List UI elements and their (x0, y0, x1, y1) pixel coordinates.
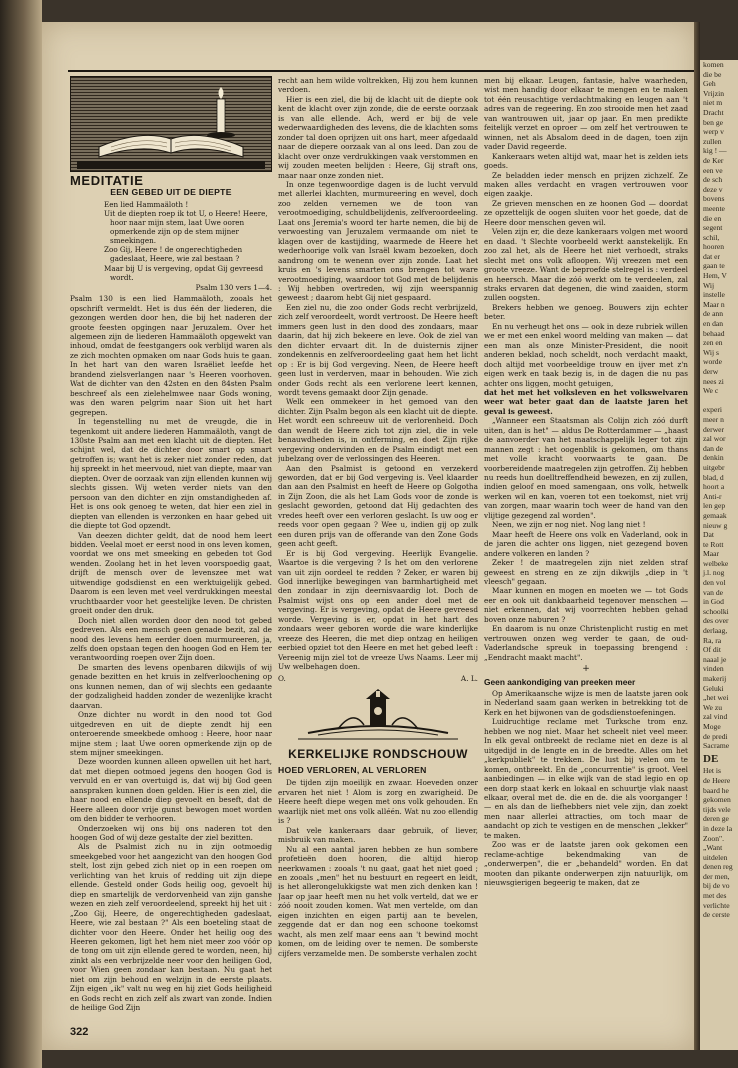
next-page-fragment: deren ge (703, 814, 729, 824)
next-page-fragment: met des (703, 891, 727, 901)
next-page-fragment: Wij s (703, 347, 719, 357)
church-emblem-illustration (278, 689, 478, 747)
paragraph: Ze grieven menschen en ze hoonen God — doordat ze opzettelijk de oogen sluiten voor het goede, dat de Heere door menschen geven wil. (484, 198, 688, 227)
next-page-fragment: zal wor (703, 434, 726, 444)
paragraph: recht aan hem wilde voltrekken, Hij zou hem kunnen verdoen. (278, 76, 478, 95)
paragraph: Aan den Psalmist is getoond en verzekerd geworden, dat er bij God vergeving is. Veel klaarder dan aan den Psalmist en heeft de Heere op Golgotha in Zijn Zoon, die als het Lam Gods voor de zonde is geslacht geworden, getoond dat Hij gedachten des vredes heeft over een verloren geslacht. Is uw oog er reeds voor open gegaan ? Wee u, indien gij op zulk een duren prijs van de offerande van den Zone Gods geen acht geeft. (278, 463, 478, 549)
next-page-fragment: komen (703, 60, 724, 69)
paragraph: Zoo was er de laatste jaren ook gekomen een reclame-achtige bekendmaking van de „onderwerpen", die er „behandeld" worden. En dat mooten dan pikante onderwerpen zijn natuurlijk, om nieuwsgierigen begeerig te maken, dat ze (484, 840, 688, 888)
section-divider: + (582, 664, 590, 675)
next-page-fragment: Sacrame (703, 741, 730, 751)
next-page-fragment: deze v (703, 184, 723, 194)
next-page-fragment: derw (703, 367, 719, 376)
next-page-fragment: dat er (703, 251, 721, 261)
next-page-fragment: Anti-r (703, 491, 722, 501)
next-page-fragment: de Heere (703, 775, 731, 785)
rondschouw-header (278, 689, 478, 763)
paragraph: Zeker ! de maatregelen zijn niet zelden straf geweest en streng en ze zijn dikwijls „diep in 't vleesch" gegaan. (484, 558, 688, 587)
paragraph: men bij elkaar. Leugen, fantasie, halve waarheden, wist men handig door elkaar te mengen en te maken tot één reusachtige verdachtmaking en leugen aan 't adres van de regeering. En zoo strooide men het zaad van wantrouwen uit, jaar op jaar. En men predikte feitelijk verzet en oproer — om zelf het vertrouwen te winnen, net als Absalom deed in de dagen, toen zijn vader David regeerde. (484, 76, 688, 152)
rondschouw-subtitle: HOED VERLOREN, AL VERLOREN (278, 765, 427, 775)
next-page-fragment: de Ker (703, 155, 724, 165)
page-number: 322 (70, 1026, 89, 1038)
next-page-fragment: bovens (703, 194, 725, 204)
paragraph: Nu al een aantal jaren hebben ze hun sombere profetieën doen hooren, die altijd hierop neerkwamen : zooals 't nu gaat, gaat het niet goed ; en zooals „men" het nu bestuurt en regeert en leidt, is het allerongelukkigste wat men zich denken kan ! Jaar op jaar heeft men nu het volk verteld, dat we er zóó nooit zouden komen. Wat men vertelde, om dan eigen inzichten en eigen partij aan te bevelen, zeggende dat er dan nog een schoone toekomst wacht, als men zelf maar eens aan 't bewind mocht komen, om de leiding over te nemen. De somberste cijfers verzamelde men. De somberste verhalen zocht (278, 844, 478, 958)
next-page-fragment: der men, (703, 871, 730, 881)
next-page-fragment: len gep (703, 501, 726, 511)
next-page-fragment: uitdelen (703, 852, 728, 862)
bold-statement: dat het met het volksleven en het volkswelvaren weer wat beter gaat dan de laatste jaren het geval is geweest. (484, 387, 688, 416)
next-page-fragment: kig ! — (703, 146, 727, 156)
next-page-fragment: de cerste (703, 910, 730, 920)
next-page-fragment: des over (703, 616, 729, 626)
psalm-verse (70, 200, 272, 282)
paragraph: Onderzoeken wij ons bij ons naderen tot den hoogen God of wij deze gestalte der ziel bezitten. (70, 823, 272, 843)
meditatie-title: EEN GEBED UIT DE DIEPTE (110, 187, 232, 198)
top-rule (68, 70, 694, 72)
next-page-fragment: nieuw g (703, 520, 728, 530)
next-page-fragment: denen reg (703, 862, 733, 872)
next-page-edge (700, 60, 738, 1050)
signature-line (278, 674, 478, 683)
next-page-fragment: Maar n (703, 299, 725, 309)
next-page-fragment: schoolki (703, 606, 729, 616)
paragraph: Er is bij God vergeving. Heerlijk Evangelie. Waartoe is die vergeving ? Is het om den verlorene van uit zijn oordeel te redden ? Zeker, er waren bij God innerlijke bewegingen van barmhartigheid met den zondaar in zijn deernisvaardig lot. Doch de Psalmist wijst ons op een ander doel met de vergeving. Er is vergeving, opdat de Heere gevreesd worde. Vergeving is er, opdat in het hart des zondaars weer geboren worde die ware kinderlijke vreeze des Heeren, die met diep ontzag en heiligen eerbied opziet tot den Heere en met het gebed leeft : Vereenig mijn ziel tot de vreeze Uws Naams. Leer mij Uw welbehagen doen. (278, 548, 478, 672)
next-page-fragment: blad, d (703, 472, 724, 482)
next-page-fragment: zen en (703, 338, 723, 348)
paragraph: Hier is een ziel, die bij de klacht uit de diepte ook kent de klacht over zijn zonde, die de eerste oorzaak is van alle ellende. Ach, werd er bij de vele wederwaardigheden des levens, die de klachten soms zonder tal doen oprijzen uit ons hart, meer afgedaald naar de diepere oorzaak van al ons leed. Dan zou de klacht over onze verdrukkingen vaak verstommen en wij zouden meeten belijden : Heere, Gij straft ons, maar naar onze zonden niet. (278, 94, 478, 180)
verse-line: Maar bij U is vergeving, opdat Gij gevreesd wordt. (104, 263, 264, 282)
next-page-fragment: gemaak (703, 510, 727, 520)
signature-left: O. (278, 673, 286, 683)
next-page-fragment: gekomen (703, 795, 731, 805)
next-page-fragment: den vol (703, 578, 726, 588)
next-page-fragment: uitgebr (703, 462, 725, 472)
next-page-fragment: derwer (703, 424, 725, 434)
next-page-fragment: Of dit (703, 645, 721, 655)
paragraph: Van deezen dichter geldt, dat de nood hem leert bidden. Veelal moet er eerst nood in ons leven komen, voordat we ons met smeeking en gebeden tot God wenden. Zoolang het in het leven voorspoedig gaat, drijft de mensch over de levenszee met wat uitwendige godsdienst en een werktuigelijk gebed. Daarom is een leven met veel verdrukkingen meestal vruchtbaarder voor het geestelijke leven. De christen groeit onder den druk. (70, 530, 272, 616)
next-page-fragment: denkin (703, 453, 724, 463)
paragraph: In onze tegenwoordige dagen is de lucht vervuld met allerlei klachten, murmureering en wevel, doch zoo zelden vernemen we de toon van verootmoediging, schuldbelijdenis, zelfveroordeeling. Laat ons Jeremia's woord ter harte nemen, die bij de verwoesting van Jeruzalem vermaande om niet te klagen over de kastijding, waarmede de Heere het wederhoorige volk van Israël kwam bezoeken, doch aandrong om te wenenn over zijn zonde. Laat het kruis en 's levens smarten ons brengen tot ware verootmoediging, waardoor tot God met de belijdenis : Wij hebben overtreden, wij zijn weerspannig geweest ; daarom hebt Gij niet gespaard. (278, 179, 478, 303)
paragraph: Psalm 130 is een lied Hammaäloth, zooals het opschrift vermeldt. Het is dus één der liederen, die gezongen werden door hen, die bij het naderen der groote feesten opgingen naar Jeruzalem. Over het algemeen zijn de liederen Hammaäloth opgewekt van inhoud, omdat de feestgangers ook verblijd waren als ze zich mochten opmaken om naar Gods huis te gaan. In het hart van den waren Israëliet leefde het brandend zielsverlangen naar 's Heeren voorhoven. Wat de dichter van den 42sten en den 84sten Psalm beschreef als een zielehelmwee naar Gods woning, was den waren pelgrim naar Sion uit het hart gegrepen. (70, 294, 272, 417)
next-page-fragment: meente (703, 203, 725, 213)
next-page-fragment: vinden (703, 664, 724, 674)
next-page-fragment: zal vind (703, 712, 728, 722)
paragraph: Op Amerikaansche wijze is men de laatste jaren ook in Nederland saam gaan werken in betrekking tot de Kerk en het bijwonen van de godsdienstoefeningen. (484, 689, 688, 717)
next-page-fragment: „het wei (703, 693, 729, 703)
open-book-candle-illustration (71, 77, 271, 171)
paragraph: Ze beladden ieder mensch en prijzen zichzelf. Ze maken alles verdacht en vragen vertrouwen voor eigen zaakje. (484, 170, 688, 199)
next-page-fragment: Zoon". (703, 833, 725, 843)
next-page-fragment: behaad (703, 328, 725, 338)
paragraph: In tegenstelling nu met de vreugde, die in tegenkomt uit andere liederen Hammaäloth, vangt de 130ste Psalm aan met een klacht uit de diepten. Het schijnt wel, dat de dichter door smart op smart getroffen is; want het is zeker niet zonder reden, dat hij spreekt in het meervoud, niet van diepte, maar van diepten. Over de oorzaak van zijn ellenden kunnen wij slechts gissen. Wij weten verder niets van den persoon van den dichter en zijn omstandigheden af. Het is ons ook genoeg te weten, dat hier een ziel in diepten van ellenden is verzonken en haar gebed uit die diepte tot God opzendt. (70, 417, 272, 531)
next-page-fragment: Geh (703, 79, 716, 89)
next-page-fragment: Moge (703, 721, 721, 731)
next-page-fragment: Dracht (703, 107, 724, 117)
next-page-fragment: „Want (703, 843, 723, 853)
next-page-fragment: in God (703, 597, 724, 607)
next-page-fragment: die en (703, 213, 722, 223)
paragraph: Een ziel nu, die zoo onder Gods recht verbrijzeld, zich zelf veroordeelt, wordt vertroost. De Heere heeft immers geen lust in den dood des zondaars, maar daarin, dat hij zich bekeere en leve. Ook de ziel van den dichter ervaart dit. In de duisternis zijner zondekennis en zelfveroordeeling gaat hem het licht op : Er is bij God vergeving. Neen, de Heere heeft geen lust in verderven, maar in behouden. Wie zich onder Gods recht als een verlorene leert kennen, wordt tevens gemaakt door Zijn genade. (278, 302, 478, 397)
next-page-fragment: te Rott (703, 539, 724, 549)
paragraph: Luidruchtige reclame met Turksche trom enz. hebben we nog niet. Maar het scheelt niet veel meer. In elk geval ontbreekt de reclame niet en deze is al uitgedijd in de lengte en in de breedte. Alles om het „kerkpubliek" te trekken. De lust bij velen om te komen, ontbreekt. En de „concurrentie" is groot. Veel aanbiedingen — in elke wijk van de stad legio en op een dorp staat kerk en lokaal en schuurtje vlak naast elkaar, overal met de. die en de. die als voorganger ! — en als dan de liefhebbers niet vele zijn, dan zoekt men naar allerlei attracties, om toch maar de aandacht op zich te vestigen en de menschen „lekker" te maken. (484, 717, 688, 840)
next-page-fragment: nees zi (703, 376, 724, 386)
paragraph: Neen, we zijn er nog niet. Nog lang niet ! (492, 520, 646, 530)
paragraph: Maar heeft de Heere ons volk en Vaderland, ook in de jaren die achter ons liggen, niet gezegend boven andere volkeren en landen ? (484, 529, 688, 558)
next-page-fragment: j.l. nog (703, 568, 725, 578)
next-page-fragment: hooren (703, 242, 725, 252)
next-page-fragment: naaal je (703, 654, 727, 664)
book-binding (0, 0, 42, 1068)
next-page-fragment: in deze la (703, 823, 733, 833)
paragraph: Brekers hebben we genoeg. Bouwers zijn echter beter. (484, 302, 688, 322)
paragraph: „Wanneer een Staatsman als Colijn zich zóó durft uiten, dan is het" — aldus De Rotterdammer — „haast de aanvoerder van het maatschappelijk leger tot zijn mannen zegt : het oogenblik is gekomen, om thans met volle kracht voorwaarts te gaan. De voorbereidende maatregelen zijn getroffen. Zij hebben nu reeds hun doelltreffendheid bewezen, en zij zullen, indien geloof en moed samengaan, ons volk, hetwelk werken wil en kan, voeren tot een toekomst, niet vrij van zorgen, maar waarin toch weer de hand van den vlijtige gezegend zal worden". (484, 416, 688, 520)
paragraph: En daarom is nu onze Christenplicht rustig en met vertrouwen onzen weg verder te gaan, de oud-Vaderlandsche spreuk in toepassing brengend : „Eendracht maakt macht". (484, 624, 688, 662)
next-page-fragment: gaan te (703, 261, 725, 271)
article-heading: Geen aankondiging van preeken meer (484, 676, 636, 687)
signature-right: A. L. (460, 673, 478, 683)
next-page-fragment: Dat (703, 530, 714, 540)
next-page-fragment: derlaag, (703, 626, 728, 636)
next-page-fragment: Het is (703, 766, 721, 776)
next-page-fragment: makerij (703, 674, 727, 683)
next-page-fragment: Ra, ra (703, 635, 722, 645)
rondschouw-title: KERKELIJKE RONDSCHOUW (288, 746, 468, 761)
next-page-fragment: segent (703, 223, 723, 233)
next-page-fragment: ben ge (703, 117, 724, 127)
next-page-fragment: Geluki (703, 683, 724, 693)
next-page-fragment: niet m (703, 98, 723, 108)
meditatie-heading: MEDITATIE (70, 173, 144, 188)
paragraph: En nu verheugt het ons — ook in deze rubriek willen we er met een enkel woord melding van maken — dat een man als onze Minister-President, die nooit anderen beklad, noch scheldt, noch verdacht maakt, doch altijd met voorbeeldige trouw en ijver met z'n eigen werk en taak bezig is, in de dagen die nu pas achter ons liggen, mocht getuigen, (484, 321, 688, 388)
next-page-fragment: Hem, V (703, 271, 727, 281)
paragraph: Doch niet allen worden door den nood tot gebed gedreven. Als een mensch geen genade bezit, zal de nood des levens hem eerder doen murmureeren, ja, zelfs doen opstaan tegen den hoogen God en Hem ter verantwoording roepen over Zijn doen. (70, 615, 272, 663)
paragraph: Maar kunnen en mogen en moeten we — tot Gods eer en ook uit dankbaarheid tegenover menschen — niet erkennen, dat wij voorrechten hebben gehad boven onze naburen ? (484, 586, 688, 624)
next-page-fragment: hoort a (703, 482, 725, 492)
paragraph: Kankeraars weten altijd wat, maar het is zelden iets goeds. (484, 151, 688, 171)
next-page-fragment: de ann (703, 309, 724, 319)
next-page-fragment: welbeke (703, 558, 729, 568)
paragraph: Dat vele kankeraars daar gebruik, of liever, misbruik van maken. (278, 825, 478, 845)
next-page-heading: DE (703, 752, 719, 765)
next-page-fragment: We c (703, 386, 719, 396)
next-page-fragment: dan de (703, 443, 724, 453)
next-page-fragment: Wij (703, 280, 715, 290)
next-page-fragment: de sch (703, 175, 723, 185)
verse-reference: Psalm 130 vers 1—4. (195, 282, 272, 292)
paragraph: De smarten des levens openbaren dikwijls of wij genade bezitten en het kruis in zelfverloochening op ons kunnen nemen, dan of wij slechts een gedaante der godzaligheid hadden zonder de wezenlijke kracht daarvan. (70, 662, 272, 710)
paragraph: Onze dichter nu wordt in den nood tot God uitgedreven en uit de diepte zendt hij een onteroerende smeekbede omhoog : Heere, hoor naar mijne stem ; laat Uwe ooren opmerkende zijn op de stem mijner smeekingen. (70, 710, 272, 757)
next-page-fragment: schil, (703, 232, 720, 242)
next-page-fragment: Vrijzin (703, 88, 725, 98)
next-page-fragment: van de (703, 587, 724, 597)
next-page-fragment: de predi (703, 731, 728, 741)
column-3 (484, 76, 688, 1036)
next-page-fragment: en dan (703, 319, 724, 329)
next-page-fragment (703, 396, 738, 406)
next-page-fragment: zullen (703, 136, 722, 146)
next-page-fragment: We zu (703, 702, 722, 712)
next-page-fragment: werp v (703, 127, 724, 137)
next-page-fragment: Maar (703, 549, 720, 559)
next-page-fragment: die be (703, 69, 722, 79)
next-page-fragment: een ve (703, 165, 723, 175)
next-page-fragment: baard he (703, 785, 729, 795)
paragraph: Welk een ommekeer in het gemoed van den dichter. Zijn Psalm begon als een klacht uit de diepte. Het wordt een schreeuw uit de verlorenheid. Doch dan wendt de Heere zich tot zijn ziel, die in vele benauwdheden is, in ontferming, en doet Zijn rijke vergeving ondervinden en de Psalm eindigt met een jubelzang over de verlossingen des Heeren. (278, 397, 478, 464)
column-2 (278, 76, 478, 1036)
meditation-illustration (70, 76, 272, 172)
column-1 (70, 76, 272, 1036)
next-page-fragment: tijds vele (703, 804, 731, 814)
next-page-fragment: experi (703, 405, 722, 415)
next-page-fragment: meer n (703, 414, 724, 424)
paragraph: De tijden zijn moeilijk en zwaar. Hoeveden onzer ervaren het niet ! Alom is zorg en zwarigheid. De Heere heeft diepe wegen met ons volk gehouden. En waarlijk niet met ons volk alléén. Wat nu zoo ellendig is ? (278, 778, 478, 826)
next-page-fragment: bij de vo (703, 881, 730, 891)
next-page-fragment: instelle (703, 290, 725, 300)
verse-line: Een lied Hammaäloth ! (104, 199, 189, 209)
next-page-fragment: worde (703, 357, 722, 367)
verse-line: Zoo Gij, Heere ! de ongerechtigheden gadeslaat, Heere, wie zal bestaan ? (104, 245, 243, 264)
paragraph: Deze woorden kunnen alleen opwellen uit het hart, dat met diepen ootmoed jegens den hoogen God is vervuld en er van overtuigd is, dat wij bij God geen aanspraken kunnen doen gelden. Hier is een ziel, die haar nood en ellende diep gevoelt en beseft, dat de Heere alleen door vrije gunst bewogen moet worden om den bidder te verhooren. (70, 757, 272, 824)
paragraph: Velen zijn er, die deze kankeraars volgen met woord en daad. 't Slechte voorbeeld werkt aanstekelijk. En zoo zal het, als de Heere het niet verhoedt, straks slecht met ons volk afloopen. Wij vreezen met een groote vreeze. Want de beproefde stelregel is : verdeel en heersch. Maar die zóó werkt om te verdeelen, zal straks ervaren dat degenen, die wind zaaiden, storm zullen oogsten. (484, 227, 688, 303)
verse-line: Uit de diepten roep ik tot U, o Heere! Heere, hoor naar mijn stem, laat Uwe ooren opmerkende zijn op de stem mijner smeekingen. (104, 209, 268, 246)
next-page-fragment: verlichte (703, 900, 730, 910)
paragraph: Als de Psalmist zich nu in zijn ootmoedig smeekgebed voor het aangezicht van den hoogen God stelt, lost zijn gebed zich niet op in een roepen om verlichting van het kruis of redding uit zijn diepe ellende. Gesteld onder Gods heilig oog, gevoelt hij diep en smartelijk de verdorvenheid van zijn ganshe wezen en zieh zelf veroordeelend, spreekt hij het uit : „Zoo Gij, Heere, de ongerechtigheden gadeslaat, Heere, wie zal bestaan ?" Als een boeteling staat de dichter voor den Heere. Onder het heilig oog des Heeren gekomen, ligt het hem niet meer zoo vóór op de tong om uit zijn ellende gered te worden, neen, hij zinkt als een verbrijzelde neer voor den heiligen God, voor Wien geen zondaar kan bestaan. Nu gaat het niet om zijn behoud en welzijn in de eerste plaats. Zijn eigen „ik" valt nu weg en hij ziet Gods heiligheid en Gods recht en zich zelf als zwart van zonde. Indien de heilige God Zijn (70, 842, 272, 1013)
